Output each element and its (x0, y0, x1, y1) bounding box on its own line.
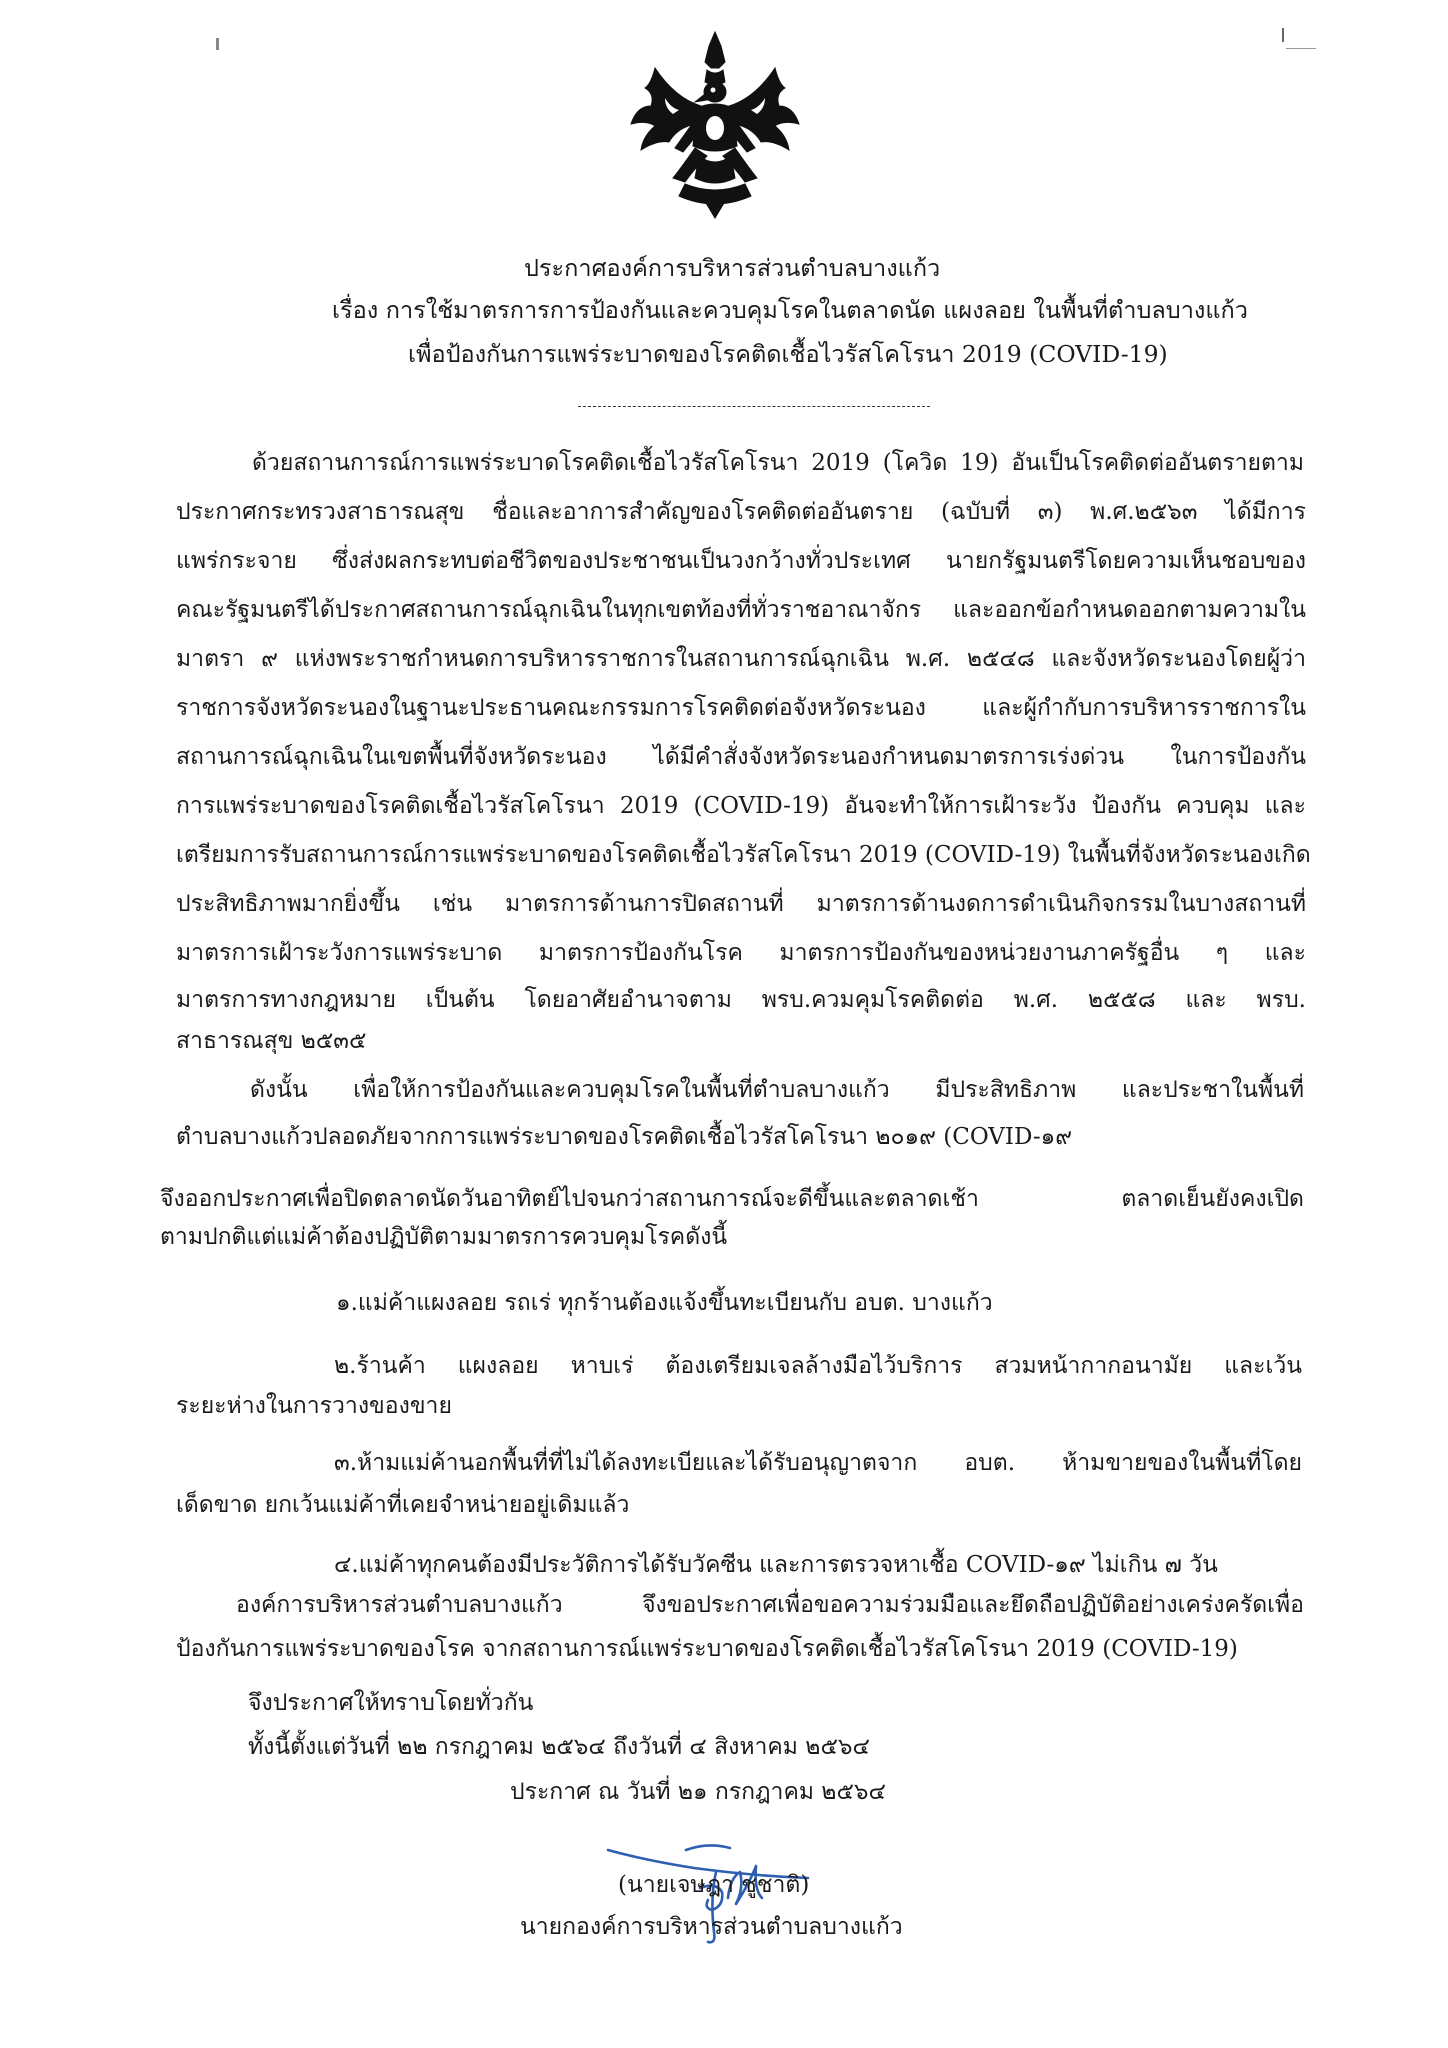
body-line: มาตรการทางกฎหมาย เป็นต้น โดยอาศัยอำนาจตาม พรบ.ควมคุมโรคติดต่อ พ.ศ. ๒๕๕๘ และ พรบ. (176, 987, 1306, 1013)
body-line: ตามปกติแต่แม่ค้าต้องปฏิบัติตามมาตรการควบคุมโรคดังนี้ (160, 1224, 728, 1250)
body-line: เตรียมการรับสถานการณ์การแพร่ระบาดของโรคติดเชื้อไวรัสโคโรนา 2019 (COVID-19) ในพื้นที่จังหวัดระนองเกิด (176, 842, 1311, 868)
garuda-emblem-icon (625, 28, 805, 220)
list-item: เด็ดขาด ยกเว้นแม่ค้าที่เคยจำหน่ายอยู่เดิมแล้ว (176, 1492, 630, 1518)
announcement-date: ประกาศ ณ วันที่ ๒๑ กรกฎาคม ๒๕๖๔ (510, 1779, 886, 1805)
scan-speck (1286, 48, 1316, 49)
scan-speck (216, 38, 219, 50)
list-item: ระยะห่างในการวางของขาย (176, 1393, 452, 1419)
body-line: แพร่กระจาย ซึ่งส่งผลกระทบต่อชีวิตของประชาชนเป็นวงกว้างทั่วประเทศ นายกรัฐมนตรีโดยความเห็นชอบของ (176, 548, 1306, 574)
body-line: สถานการณ์ฉุกเฉินในเขตพื้นที่จังหวัดระนอง ได้มีคำสั่งจังหวัดระนองกำหนดมาตรการเร่งด่วน ในการป้องกัน (176, 744, 1306, 770)
body-line: ป้องกันการแพร่ระบาดของโรค จากสถานการณ์แพร่ระบาดของโรคติดเชื้อไวรัสโคโรนา 2019 (COVID-19) (176, 1636, 1238, 1662)
closing-announce: จึงประกาศให้ทราบโดยทั่วกัน (248, 1690, 534, 1716)
list-item: ๑.แม่ค้าแผงลอย รถเร่ ทุกร้านต้องแจ้งขึ้นทะเบียนกับ อบต. บางแก้ว (336, 1290, 993, 1316)
signatory-name: (นายเจษฎา ชูชาติ) (618, 1872, 810, 1898)
list-item: ๒.ร้านค้า แผงลอย หาบเร่ ต้องเตรียมเจลล้างมือไว้บริการ สวมหน้ากากอนามัย และเว้น (334, 1353, 1302, 1379)
body-line: ดังนั้น เพื่อให้การป้องกันและควบคุมโรคในพื้นที่ตำบลบางแก้ว มีประสิทธิภาพ และประชาในพื้นที่ (250, 1077, 1304, 1103)
body-line: องค์การบริหารส่วนตำบลบางแก้ว จึงขอประกาศเพื่อขอความร่วมมือและยึดถือปฏิบัติอย่างเคร่งครัดเพื่อ (236, 1592, 1304, 1618)
body-line: มาตรการเฝ้าระวังการแพร่ระบาด มาตรการป้องกันโรค มาตรการป้องกันของหน่วยงานภาครัฐอื่น ๆ และ (176, 940, 1306, 966)
effective-period: ทั้งนี้ตั้งแต่วันที่ ๒๒ กรกฎาคม ๒๕๖๔ ถึงวันที่ ๔ สิงหาคม ๒๕๖๔ (248, 1734, 870, 1760)
body-line: จึงออกประกาศเพื่อปิดตลาดนัดวันอาทิตย์ไปจนกว่าสถานการณ์จะดีขึ้นและตลาดเช้า ตลาดเย็นยังคงเปิด (160, 1186, 1304, 1212)
body-line: ตำบลบางแก้วปลอดภัยจากการแพร่ระบาดของโรคติดเชื้อไวรัสโคโรนา ๒๐๑๙ (COVID-๑๙ (176, 1124, 1073, 1150)
body-line: คณะรัฐมนตรีได้ประกาศสถานการณ์ฉุกเฉินในทุกเขตท้องที่ทั่วราชอาณาจักร และออกข้อกำหนดออกตามความใน (176, 597, 1306, 623)
body-line: ด้วยสถานการณ์การแพร่ระบาดโรคติดเชื้อไวรัสโคโรนา 2019 (โควิด 19) อันเป็นโรคติดต่ออันตรายตาม (252, 450, 1304, 476)
signatory-position: นายกองค์การบริหารส่วนตำบลบางแก้ว (520, 1914, 903, 1940)
body-line: มาตรา ๙ แห่งพระราชกำหนดการบริหารราชการในสถานการณ์ฉุกเฉิน พ.ศ. ๒๕๔๘ และจังหวัดระนองโดยผู้ว่า (176, 646, 1306, 672)
announcement-subject-line2: เพื่อป้องกันการแพร่ระบาดของโรคติดเชื้อไวรัสโคโรนา 2019 (COVID-19) (408, 340, 1168, 368)
list-item: ๔.แม่ค้าทุกคนต้องมีประวัติการได้รับวัคซีน และการตรวจหาเชื้อ COVID-๑๙ ไม่เกิน ๗ วัน (334, 1552, 1218, 1578)
announcement-subject: เรื่อง การใช้มาตรการการป้องกันและควบคุมโรคในตลาดนัด แผงลอย ในพื้นที่ตำบลบางแก้ว (332, 296, 1248, 324)
scan-speck (1282, 28, 1284, 42)
body-line: สาธารณสุข ๒๕๓๕ (176, 1028, 367, 1054)
list-item: ๓.ห้ามแม่ค้านอกพื้นที่ที่ไม่ได้ลงทะเบียและได้รับอนุญาตจาก อบต. ห้ามขายของในพื้นที่โดย (334, 1450, 1302, 1476)
body-line: ราชการจังหวัดระนองในฐานะประธานคณะกรรมการโรคติดต่อจังหวัดระนอง และผู้กำกับการบริหารราชการใน (176, 695, 1306, 721)
body-line: การแพร่ระบาดของโรคติดเชื้อไวรัสโคโรนา 2019 (COVID-19) อันจะทำให้การเฝ้าระวัง ป้องกัน ควบคุม และ (176, 793, 1306, 819)
body-line: ประกาศกระทรวงสาธารณสุข ชื่อและอาการสำคัญของโรคติดต่ออันตราย (ฉบับที่ ๓) พ.ศ.๒๕๖๓ ได้มีการ (176, 499, 1306, 525)
announcement-title: ประกาศองค์การบริหารส่วนตำบลบางแก้ว (524, 254, 941, 282)
header-divider (578, 406, 930, 407)
body-line: ประสิทธิภาพมากยิ่งขึ้น เช่น มาตรการด้านการปิดสถานที่ มาตรการด้านงดการดำเนินกิจกรรมในบางสถานที่ (176, 891, 1306, 917)
